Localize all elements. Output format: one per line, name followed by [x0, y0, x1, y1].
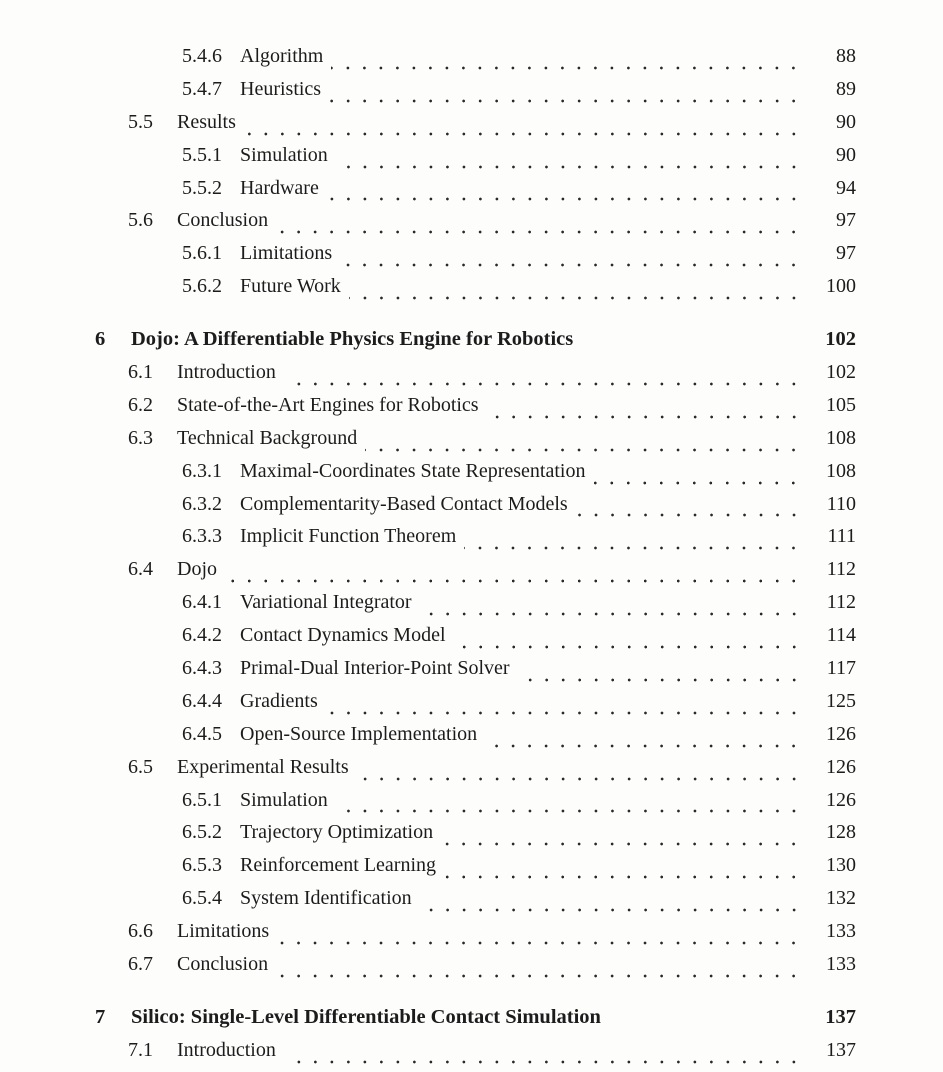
toc-leader-dots [420, 887, 804, 920]
toc-entry-number: 5.5.1 [182, 143, 222, 166]
toc-entry-title: Gradients [240, 689, 318, 712]
toc-entry-number: 5.6 [128, 209, 153, 232]
toc-entry-6-4-2[interactable] [95, 624, 856, 657]
toc-entry-number: 5.6.2 [182, 275, 222, 298]
toc-entry-number: 6.4.4 [182, 689, 222, 712]
toc-entry-page: 112 [826, 591, 856, 614]
toc-entry-page: 133 [826, 920, 856, 943]
toc-entry-6-4-4[interactable] [95, 690, 856, 723]
toc-leader-dots [464, 525, 804, 558]
toc-entry-title: Limitations [177, 920, 270, 943]
toc-leader-dots [357, 756, 804, 789]
toc-entry-page: 105 [826, 393, 856, 416]
toc-entry-number: 6.5.1 [182, 788, 222, 811]
toc-entry-page: 90 [836, 110, 856, 133]
toc-entry-number: 6.6 [128, 920, 153, 943]
toc-entry-page: 108 [826, 459, 856, 482]
toc-entry-title: Conclusion [177, 953, 269, 976]
toc-entry-5-5-1[interactable] [95, 144, 856, 177]
toc-entry-number: 6.7 [128, 953, 153, 976]
toc-entry-page: 128 [826, 821, 856, 844]
toc-entry-number: 5.4.6 [182, 45, 222, 67]
toc-entry-title: Results [177, 110, 236, 133]
toc-entry-title: Conclusion [177, 209, 269, 232]
toc-entry-page: 90 [836, 143, 856, 166]
toc-entry-number: 6.4 [128, 558, 153, 581]
toc-entry-title: Maximal-Coordinates State Representation [240, 459, 586, 482]
toc-leader-dots [277, 920, 804, 953]
toc-entry-6[interactable] [95, 328, 856, 361]
toc-leader-dots [284, 1039, 804, 1072]
toc-entry-page: 97 [836, 209, 856, 232]
toc-entry-7[interactable] [95, 1006, 856, 1039]
toc-entry-number: 6.4.1 [182, 591, 222, 614]
toc-entry-number: 6.5.4 [182, 887, 222, 910]
toc-entry-6-5[interactable] [95, 756, 856, 789]
toc-entry-title: Reinforcement Learning [240, 854, 437, 877]
toc-entry-page: 117 [826, 657, 856, 680]
toc-leader-dots [329, 78, 804, 111]
toc-entry-page: 133 [826, 953, 856, 976]
toc-leader-dots [336, 789, 804, 822]
toc-entry-page: 89 [836, 77, 856, 100]
toc-entry-title: Trajectory Optimization [240, 821, 434, 844]
toc-entry-5-6-1[interactable] [95, 242, 856, 275]
toc-leader-dots [340, 242, 804, 275]
toc-leader-dots [284, 361, 804, 394]
toc-entry-number: 6 [95, 328, 106, 351]
toc-entry-5-5-2[interactable] [95, 177, 856, 210]
toc-entry-title: Simulation [240, 788, 328, 811]
toc-entry-title: Technical Background [177, 426, 358, 449]
toc-entry-title: Introduction [177, 1038, 276, 1061]
toc-entry-title: Limitations [240, 242, 333, 265]
toc-leader-dots [276, 953, 804, 986]
toc-entry-6-6[interactable] [95, 920, 856, 953]
toc-entry-page: 132 [826, 887, 856, 910]
toc-entry-5-4-6[interactable] [95, 45, 856, 78]
toc-entry-page: 130 [826, 854, 856, 877]
toc-leader-dots [444, 854, 804, 887]
toc-entry-title: Variational Integrator [240, 591, 412, 614]
toc-entry-number: 5.4.7 [182, 77, 222, 100]
toc-leader-dots [331, 45, 804, 78]
toc-leader-dots [244, 111, 804, 144]
toc-leader-dots [225, 558, 804, 591]
toc-entry-6-3-2[interactable] [95, 493, 856, 526]
toc-entry-6-5-1[interactable] [95, 789, 856, 822]
toc-entry-6-4-1[interactable] [95, 591, 856, 624]
toc-entry-title: System Identification [240, 887, 412, 910]
toc-entry-number: 6.3.2 [182, 492, 222, 515]
toc-entry-page: 126 [826, 722, 856, 745]
toc-entry-page: 126 [826, 788, 856, 811]
toc-entry-number: 5.5 [128, 110, 153, 133]
toc-leader-dots [576, 493, 804, 526]
toc-entry-title: Open-Source Implementation [240, 722, 478, 745]
toc-entry-number: 6.3.1 [182, 459, 222, 482]
toc-entry-page: 137 [825, 1005, 856, 1028]
toc-entry-title: Contact Dynamics Model [240, 624, 446, 647]
toc-entry-title: Dojo: A Differentiable Physics Engine for Robotics [131, 328, 574, 351]
toc-entry-title: Experimental Results [177, 755, 349, 778]
toc-entry-title: State-of-the-Art Engines for Robotics [177, 393, 479, 416]
toc-leader-dots [326, 690, 804, 723]
toc-entry-page: 108 [826, 426, 856, 449]
toc-entry-number: 5.6.1 [182, 242, 222, 265]
toc-entry-6-4-3[interactable] [95, 657, 856, 690]
toc-entry-5-6[interactable] [95, 209, 856, 242]
toc-entry-6-3-1[interactable] [95, 460, 856, 493]
toc-entry-number: 6.5.2 [182, 821, 222, 844]
toc-entry-number: 6.2 [128, 393, 153, 416]
toc-leader-dots [487, 394, 804, 427]
toc-entry-6-4[interactable] [95, 558, 856, 591]
toc-leader-dots [441, 821, 804, 854]
toc-entry-number: 6.1 [128, 361, 153, 384]
toc-entry-page: 125 [826, 689, 856, 712]
toc-entry-page: 126 [826, 755, 856, 778]
toc-leader-dots [485, 723, 804, 756]
toc-entry-title: Future Work [240, 275, 341, 298]
toc-entry-page: 111 [827, 525, 856, 548]
toc-leader-dots [581, 328, 804, 361]
toc-entry-page: 112 [826, 558, 856, 581]
toc-entry-6-5-4[interactable] [95, 887, 856, 920]
toc-entry-number: 6.5.3 [182, 854, 222, 877]
toc-leader-dots [609, 1006, 804, 1039]
toc-entry-title: Introduction [177, 361, 276, 384]
toc-entries [95, 45, 856, 1072]
toc-entry-title: Algorithm [240, 45, 324, 67]
toc-entry-page: 114 [826, 624, 856, 647]
toc-entry-5-6-2[interactable] [95, 275, 856, 308]
toc-entry-title: Primal-Dual Interior-Point Solver [240, 657, 510, 680]
toc-entry-7-1[interactable] [95, 1039, 856, 1072]
toc-entry-6-7[interactable] [95, 953, 856, 986]
toc-entry-5-5[interactable] [95, 111, 856, 144]
toc-entry-6-3[interactable] [95, 427, 856, 460]
toc-entry-number: 7 [95, 1005, 106, 1028]
toc-entry-6-2[interactable] [95, 394, 856, 427]
toc-entry-6-5-3[interactable] [95, 854, 856, 887]
toc-entry-title: Silico: Single-Level Differentiable Contact Simulation [131, 1005, 601, 1028]
toc-leader-dots [349, 275, 804, 308]
toc-entry-number: 7.1 [128, 1038, 153, 1061]
toc-leader-dots [518, 657, 804, 690]
toc-entry-page: 94 [836, 176, 856, 199]
toc-entry-number: 6.3 [128, 426, 153, 449]
toc-leader-dots [336, 144, 804, 177]
toc-entry-6-1[interactable] [95, 361, 856, 394]
toc-entry-title: Simulation [240, 143, 328, 166]
toc-entry-title: Hardware [240, 176, 319, 199]
toc-entry-page: 88 [836, 45, 856, 67]
toc-entry-page: 97 [836, 242, 856, 265]
toc-leader-dots [365, 427, 804, 460]
toc-entry-page: 102 [825, 328, 856, 351]
toc-leader-dots [454, 624, 804, 657]
toc-leader-dots [327, 177, 804, 210]
toc-leader-dots [593, 460, 804, 493]
toc-entry-page: 137 [826, 1038, 856, 1061]
toc-entry-title: Implicit Function Theorem [240, 525, 457, 548]
toc-entry-title: Heuristics [240, 77, 322, 100]
toc-entry-6-3-3[interactable] [95, 525, 856, 558]
toc-leader-dots [276, 209, 804, 242]
toc-entry-page: 102 [826, 361, 856, 384]
toc-entry-6-4-5[interactable] [95, 723, 856, 756]
toc-entry-page: 110 [826, 492, 856, 515]
toc-entry-title: Complementarity-Based Contact Models [240, 492, 568, 515]
toc-entry-number: 6.4.3 [182, 657, 222, 680]
toc-entry-5-4-7[interactable] [95, 78, 856, 111]
toc-entry-title: Dojo [177, 558, 217, 581]
toc-entry-page: 100 [826, 275, 856, 298]
toc-entry-number: 6.4.2 [182, 624, 222, 647]
toc-entry-number: 6.5 [128, 755, 153, 778]
toc-entry-number: 6.4.5 [182, 722, 222, 745]
toc-entry-number: 5.5.2 [182, 176, 222, 199]
toc-entry-number: 6.3.3 [182, 525, 222, 548]
toc-entry-6-5-2[interactable] [95, 821, 856, 854]
toc-leader-dots [420, 591, 804, 624]
